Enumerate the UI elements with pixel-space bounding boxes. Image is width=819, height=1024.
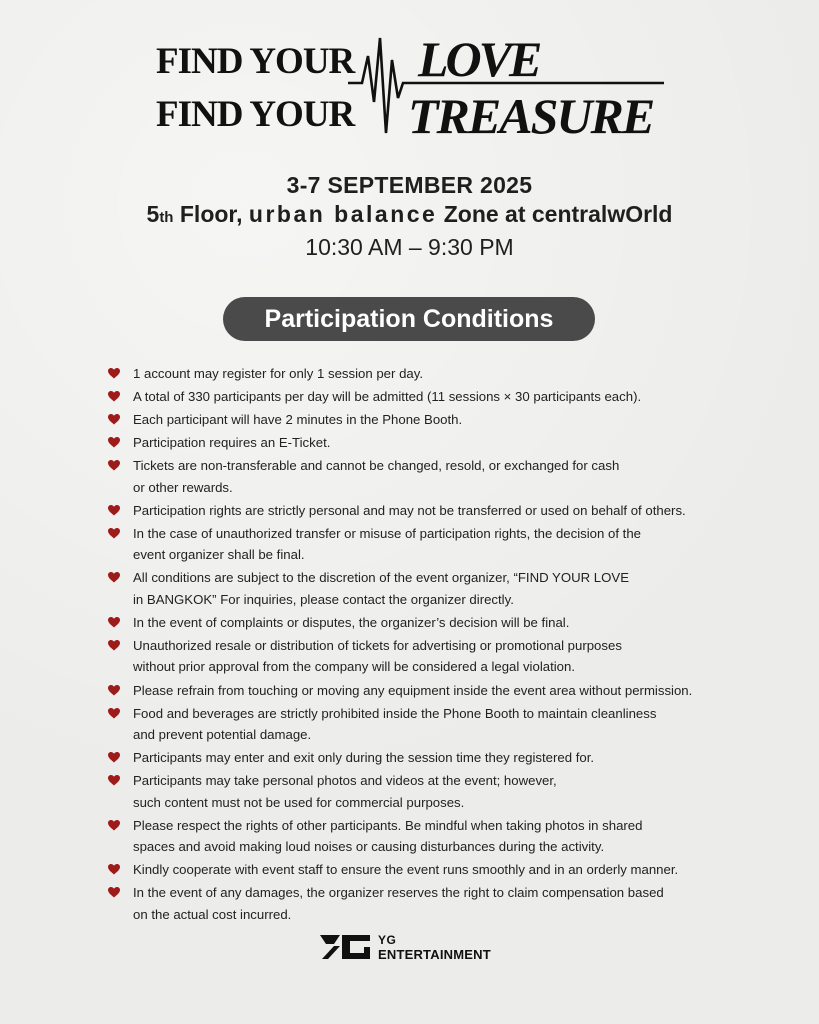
heart-icon — [108, 528, 120, 539]
condition-text: or other rewards. — [133, 479, 233, 495]
yg-entertainment-brand — [320, 933, 510, 965]
logo-line-2: FIND YOUR — [156, 94, 355, 135]
condition-item — [108, 703, 768, 746]
heart-icon — [108, 368, 120, 379]
event-logo — [150, 30, 670, 142]
heart-icon — [108, 820, 120, 831]
condition-item — [108, 635, 768, 678]
condition-item — [108, 363, 768, 384]
event-date: 3-7 SEPTEMBER 2025 — [286, 172, 533, 198]
condition-text: without prior approval from the company will be considered a legal violation. — [133, 659, 576, 675]
heart-icon — [108, 887, 120, 898]
condition-text: spaces and avoid making loud noises or causing disturbances during the activity. — [133, 839, 605, 855]
condition-item — [108, 409, 768, 430]
condition-text: In the case of unauthorized transfer or misuse of participation rights, the decision of the — [133, 525, 642, 541]
condition-item — [108, 680, 768, 701]
heart-icon — [108, 437, 120, 448]
condition-text: A total of 330 participants per day will be admitted (11 sessions × 30 participants each). — [133, 389, 642, 405]
condition-text: All conditions are subject to the discretion of the event organizer, “FIND YOUR LOVE — [133, 570, 629, 586]
event-venue — [0, 201, 819, 228]
heart-icon — [108, 617, 120, 628]
heart-icon — [108, 391, 120, 402]
logo-word-love: LOVE — [418, 31, 540, 87]
venue-location: Zone at centralwOrld — [443, 201, 673, 227]
condition-text: Please refrain from touching or moving any equipment inside the event area without permission. — [133, 682, 693, 698]
heart-icon — [108, 505, 120, 516]
venue-floor-suffix: th — [159, 209, 174, 226]
condition-text: such content must not be used for commercial purposes. — [133, 794, 465, 810]
heart-icon — [108, 685, 120, 696]
condition-item — [108, 859, 768, 880]
condition-item — [108, 882, 768, 925]
condition-text: event organizer shall be final. — [133, 547, 305, 563]
heart-icon — [108, 414, 120, 425]
condition-item — [108, 523, 768, 566]
condition-text: Tickets are non-transferable and cannot be changed, resold, or exchanged for cash — [133, 458, 620, 474]
condition-text: and prevent potential damage. — [133, 727, 312, 743]
heart-icon — [108, 572, 120, 583]
heart-icon — [108, 640, 120, 651]
condition-item — [108, 770, 768, 813]
yg-logo-icon — [320, 933, 372, 961]
logo-word-treasure: TREASURE — [408, 88, 654, 144]
condition-item — [108, 500, 768, 521]
condition-text: Food and beverages are strictly prohibited inside the Phone Booth to maintain cleanliness — [133, 705, 657, 721]
conditions-list — [108, 363, 768, 927]
condition-text: Participation requires an E-Ticket. — [133, 435, 331, 451]
event-time: 10:30 AM – 9:30 PM — [305, 234, 514, 260]
condition-text: In the event of complaints or disputes, the organizer’s decision will be final. — [133, 614, 570, 630]
heart-icon — [108, 752, 120, 763]
venue-floor-label: Floor, — [179, 201, 243, 227]
brand-line-1: YG — [378, 933, 397, 947]
logo-line-1: FIND YOUR — [156, 41, 355, 82]
condition-text: 1 account may register for only 1 session per day. — [133, 366, 424, 381]
condition-item — [108, 612, 768, 633]
venue-zone-name: urban balance — [248, 201, 438, 227]
heart-icon — [108, 864, 120, 875]
condition-text: Participants may take personal photos and videos at the event; however, — [133, 773, 557, 789]
brand-line-2: ENTERTAINMENT — [378, 947, 491, 962]
condition-text: on the actual cost incurred. — [133, 906, 292, 922]
condition-item — [108, 567, 768, 610]
condition-item — [108, 455, 768, 498]
heart-icon — [108, 460, 120, 471]
condition-text: Please respect the rights of other participants. Be mindful when taking photos in shared — [133, 817, 643, 833]
heart-icon — [108, 708, 120, 719]
condition-text: Participants may enter and exit only during the session time they registered for. — [133, 750, 595, 766]
condition-text: In the event of any damages, the organizer reserves the right to claim compensation based — [133, 885, 664, 901]
condition-text: Unauthorized resale or distribution of tickets for advertising or promotional purposes — [133, 638, 622, 654]
heart-icon — [108, 775, 120, 786]
venue-floor-number: 5 — [146, 201, 160, 227]
condition-item — [108, 432, 768, 453]
condition-text: Kindly cooperate with event staff to ensure the event runs smoothly and in an orderly manner. — [133, 862, 679, 878]
section-heading-text: Participation Conditions — [264, 304, 554, 333]
condition-item — [108, 386, 768, 407]
condition-item — [108, 815, 768, 858]
condition-text: Each participant will have 2 minutes in the Phone Booth. — [133, 412, 463, 428]
condition-text: Participation rights are strictly personal and may not be transferred or used on behalf of others. — [133, 502, 686, 518]
condition-item — [108, 747, 768, 768]
section-heading — [223, 297, 595, 341]
condition-text: in BANGKOK” For inquiries, please contact the organizer directly. — [133, 591, 514, 607]
